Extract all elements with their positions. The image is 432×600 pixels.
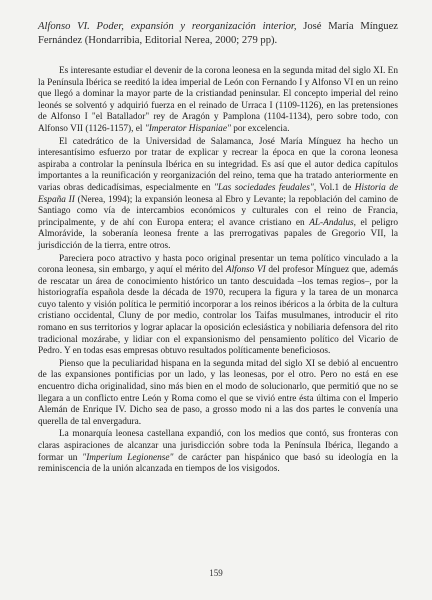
paragraph [38, 359, 398, 429]
paragraph-text: El catedrático de la Universidad de Salamanca, José María Mínguez ha hecho un interesantísimo esfuerzo por tratar de explicar y recrear la época en que la corona leonesa aspiraba a controlar la península Ibérica en su integridad. Es así que el autor dedica capítulos importantes a la reunificación y reorganización del reino, tema que ha tratado anteriormente en varias obras dedicadísimas, especialmente en [38, 136, 398, 193]
paragraph [38, 429, 398, 475]
paragraph-text: , Vol.1 de [313, 182, 355, 193]
paragraph-text: (Nerea, 1994); la expansión leonesa al Ebro y Levante; la repoblación del camino de Santiago como vía de intercambios económicos y culturales con el reino de Francia, principalmente, y de ahí con Europa entera; el avance cristiano en [38, 194, 398, 228]
review-heading [38, 20, 398, 48]
paragraph [38, 66, 398, 136]
paragraph [38, 137, 398, 253]
paragraph-text: de carácter pan hispánico que basó su ideología en la reminiscencia de la unión alcanzada en tiempos de los visigodos. [38, 452, 398, 475]
page-content [38, 20, 398, 476]
book-details: José María Mínguez Fernández (Hondarribia, Editorial Nerea, 2000; 279 pp). [38, 21, 398, 46]
review-body [38, 66, 398, 476]
page-number: 159 [209, 568, 223, 578]
italic-text: Historia de España II [38, 182, 398, 205]
paragraph-text: Pareciera poco atractivo y hasta poco original presentar un tema político vinculado a la corona leonesa, sin embargo, y aquí el mérito del [38, 253, 398, 276]
italic-text: AL-Andalus [309, 217, 354, 228]
paragraph-text: del profesor Mínguez que, además de rescatar un área de conocimiento histórico un tanto descuidada –los temas regios–, por la historiografía española desde la década de 1970, recupera la figura y la tarea de un monarca cuyo talento y visión política le permitió incorporar a los reinos ibéricos a la órbita de la cultura cristiano occidental, Cluny de por medio, controlar los Taifas musulmanes, introducir el rito romano en sus territorios y lograr aplacar la oposición eclesiástica y nobiliaria defensora del rito tradicional mozárabe, y lidiar con el expansionismo del pensamiento político del Vicario de Pedro. Y en todas esas empresas obtuvo resultados políticamente beneficiosos. [38, 265, 398, 357]
italic-text: "Las sociedades feudales" [213, 182, 314, 193]
paragraph-text: La monarquía leonesa castellana expandió, con los medios que contó, sus fronteras con claras aspiraciones de alcanzar una jurisdicción sobre toda la Península Ibérica, llegando a formar un [38, 429, 398, 463]
italic-text: "Imperator Hispaniae" [144, 123, 231, 134]
italic-text: Alfonso VI [225, 265, 266, 276]
paragraph-text: Es interesante estudiar el devenir de la corona leonesa en la segunda mitad del siglo XI. En la Península Ibérica se reeditó la idea imperial de León con Fernando I y Alfonso VI en un reino que llegó a dominar la mayor parte de la cristiandad peninsular. El concepto imperial del reino leonés se solventó y adquirió fuerza en el reinado de Urraca I (1109-1126), en las pretensiones de Alfonso I "el Batallador" rey de Aragón y Pamplona (1104-1134), pero sobre todo, con Alfonso VII (1126-1157), el [38, 66, 398, 134]
paragraph [38, 254, 398, 358]
book-title: Alfonso VI. Poder, expansión y reorganización interior, [38, 21, 297, 32]
paragraph-text: por excelencia. [230, 123, 290, 134]
italic-text: "Imperium Legionense" [82, 452, 174, 463]
paragraph-text: Pienso que la peculiaridad hispana en la segunda mitad del siglo XI se debió al encuentro de las expansiones pontificias por un lado, y las leonesas, por el otro. Pero no está en ese encuentro dicha originalidad, sino más bien en el modo de solucionarlo, que permitió que no se llegara a un conflicto entre León y Roma como el que se vivió entre ésta última con el Imperio Alemán de Enrique IV. Dicho sea de paso, a grosso modo ni a las dos partes le convenía una querella de tal envergadura. [38, 358, 398, 427]
paragraph-text: , el peligro Almorávide, la soberanía leonesa frente a las prerrogativas papales de Gregorio VII, la jurisdicción de la tierra, entre otros. [38, 217, 398, 251]
